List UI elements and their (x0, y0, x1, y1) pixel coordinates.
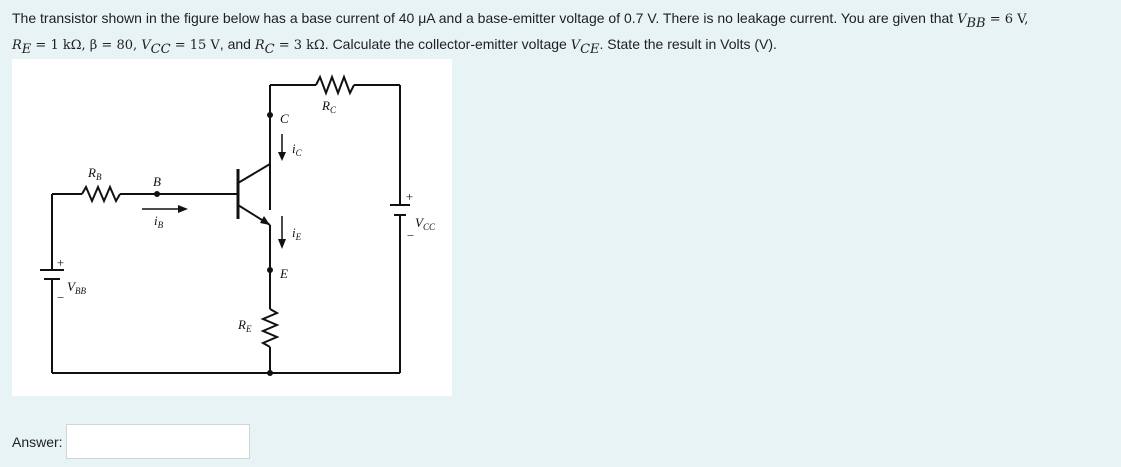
question-text: The transistor shown in the figure below has a base current of 40 μA and a base-emitter voltage of 0.7 V. There is no leakage current. You are given that $V_{BB} = 6$ V, $R_E = 1$ kΩ, β = 80, $V_{CC} = 15$ V, and $R_C = 3$ kΩ. Calculate the collector-emitter voltage $V_{CE}$. State the result in Volts (V). (12, 10, 1029, 57)
rc-label: $R_C$ (322, 98, 336, 115)
emitter-arrowhead (260, 216, 270, 225)
ic-arrowhead (278, 152, 286, 161)
base-node (154, 191, 160, 197)
collector-label: C (280, 111, 289, 126)
base-label: B (153, 174, 161, 189)
re-label: $R_E$ (238, 317, 252, 334)
answer-input[interactable] (66, 424, 250, 459)
ic-label: $i_C$ (292, 141, 302, 158)
transistor-collector-lead (238, 164, 270, 183)
circuit-figure (12, 59, 452, 396)
rc-resistor (316, 77, 354, 93)
emitter-label: E (280, 266, 288, 281)
emitter-node (267, 267, 273, 273)
vcc-plus: + (405, 189, 414, 204)
ie-arrowhead (278, 239, 286, 249)
ib-label: $i_B$ (154, 213, 164, 230)
circuit-diagram (12, 59, 452, 396)
vbb-plus: + (56, 255, 65, 270)
collector-node (267, 112, 273, 118)
ib-arrowhead (178, 205, 188, 213)
vbb-label: $V_{BB}$ (67, 279, 86, 296)
vcc-label: $V_{CC}$ (415, 215, 435, 232)
re-resistor (263, 309, 277, 347)
answer-label: Answer: (12, 434, 63, 450)
rb-label: $R_B$ (88, 165, 102, 182)
ie-label: $i_E$ (292, 225, 302, 242)
ground-node (267, 370, 273, 376)
vbb-minus: − (56, 290, 65, 305)
rb-resistor (82, 187, 120, 201)
vcc-minus: − (406, 228, 415, 243)
